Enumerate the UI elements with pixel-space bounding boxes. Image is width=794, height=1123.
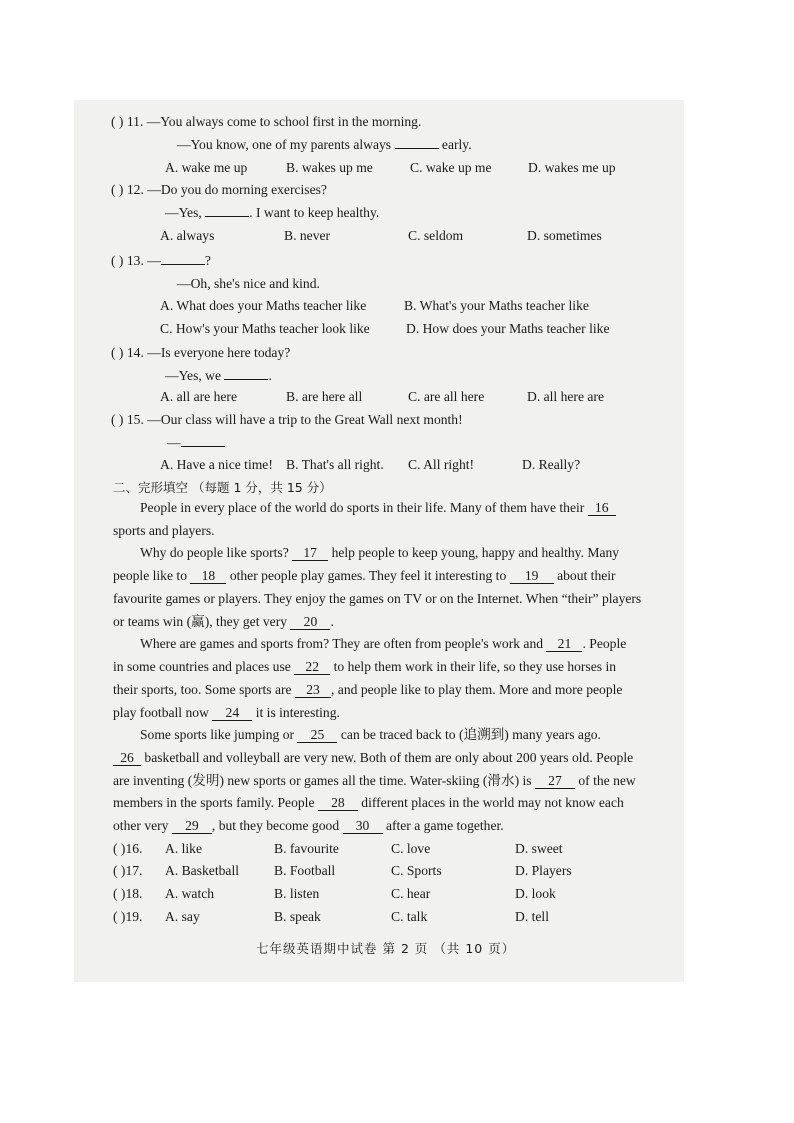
page-footer: 七年级英语期中试卷 第 2 页 （共 10 页） [256,941,516,956]
option-d[interactable]: D. How does your Maths teacher like [406,321,610,336]
passage-line: favourite games or players. They enjoy the games on TV or on the Internet. When “their” players [113,591,642,606]
option-b[interactable]: B. favourite [274,841,339,856]
option-a[interactable]: A. Have a nice time! [160,457,273,472]
option-d[interactable]: D. look [515,886,556,901]
passage-line: or teams win (赢), they get very 20 . [113,614,334,629]
option-b[interactable]: B. That's all right. [286,457,384,472]
option-c[interactable]: C. talk [391,909,428,924]
question-number: ( )17. [113,863,143,878]
question-14-reply: —Yes, we . [165,368,272,383]
option-a[interactable]: A. say [165,909,200,924]
passage-line: Why do people like sports? 17 help people to keep young, happy and healthy. Many [140,545,620,560]
passage-line: are inventing (发明) new sports or games all the time. Water-skiing (滑水) is 27 of the new [113,773,636,788]
option-b[interactable]: B. wakes up me [286,160,373,175]
question-prompt: —Is everyone here today? [147,345,291,360]
option-c[interactable]: C. Sports [391,863,442,878]
passage-line: members in the sports family. People 28 different places in the world may not know each [113,795,624,810]
question-12 [111,181,327,199]
option-c[interactable]: C. hear [391,886,431,901]
option-a[interactable]: A. like [165,841,202,856]
question-number: ( )18. [113,886,143,901]
passage-line: play football now 24 it is interesting. [113,705,340,720]
question-14 [111,344,290,362]
passage-line: in some countries and places use 22 to help them work in their life, so they use horses in [113,659,617,674]
blank-19[interactable]: 19 [510,568,554,584]
blank-29[interactable]: 29 [172,818,212,834]
passage-line: people like to 18 other people play games. They feel it interesting to 19 about their [113,568,616,583]
question-15 [111,411,463,429]
blank-22[interactable]: 22 [294,659,330,675]
question-number: ( ) 12. [111,182,144,197]
option-d[interactable]: D. Really? [522,457,581,472]
option-c[interactable]: C. are all here [408,389,485,404]
answer-blank[interactable] [224,379,268,380]
blank-27[interactable]: 27 [535,773,575,789]
question-number: ( )16. [113,841,143,856]
blank-21[interactable]: 21 [546,636,582,652]
passage-line: Where are games and sports from? They are often from people's work and 21 . People [140,636,627,651]
question-15-reply: — [167,434,225,452]
blank-18[interactable]: 18 [190,568,226,584]
option-c[interactable]: C. seldom [408,228,464,243]
section-heading: 二、完形填空 （每题 1 分，共 15 分） [113,480,332,495]
option-b[interactable]: B. speak [274,909,321,924]
option-b[interactable]: B. listen [274,886,320,901]
option-d[interactable]: D. Players [515,863,572,878]
passage-line: their sports, too. Some sports are 23 , and people like to play them. More and more people [113,682,623,697]
option-a[interactable]: A. all are here [160,389,237,404]
option-a[interactable]: A. wake me up [165,160,248,175]
option-b[interactable]: B. Football [274,863,336,878]
question-number: ( ) 14. [111,345,144,360]
answer-blank[interactable] [395,148,439,149]
option-c[interactable]: C. love [391,841,431,856]
option-a[interactable]: A. watch [165,886,215,901]
question-13-reply: —Oh, she's nice and kind. [177,276,320,291]
blank-16[interactable]: 16 [588,500,616,516]
option-d[interactable]: D. wakes me up [528,160,616,175]
option-d[interactable]: D. tell [515,909,549,924]
passage-line: other very 29 , but they become good 30 after a game together. [113,818,504,833]
passage-line: 26 basketball and volleyball are very new. Both of them are only about 200 years old. People [113,749,633,767]
option-b[interactable]: B. What's your Maths teacher like [404,298,589,313]
answer-blank[interactable] [181,446,225,447]
question-number: ( ) 15. [111,412,144,427]
passage-line: People in every place of the world do sports in their life. Many of them have their 16 [140,499,616,517]
option-a[interactable]: A. always [160,228,215,243]
question-number: ( ) 11. [111,114,144,129]
blank-24[interactable]: 24 [212,705,252,721]
option-d[interactable]: D. all here are [527,389,604,404]
blank-25[interactable]: 25 [297,727,337,743]
question-prompt: —You always come to school first in the morning. [146,114,422,129]
question-number: ( )19. [113,909,143,924]
option-b[interactable]: B. are here all [286,389,363,404]
blank-23[interactable]: 23 [295,682,331,698]
question-11-reply: —You know, one of my parents always early. [177,137,472,152]
blank-28[interactable]: 28 [318,795,358,811]
option-a[interactable]: A. What does your Maths teacher like [160,298,367,313]
option-c[interactable]: C. wake up me [410,160,492,175]
question-number: ( ) 13. [111,253,144,268]
question-13: ( ) 13. — ? [111,253,211,268]
blank-17[interactable]: 17 [292,545,328,561]
answer-blank[interactable] [161,264,205,265]
option-c[interactable]: C. All right! [408,457,475,472]
answer-blank[interactable] [205,216,249,217]
question-12-reply: —Yes, . I want to keep healthy. [165,205,380,220]
blank-30[interactable]: 30 [343,818,383,834]
passage-line: Some sports like jumping or 25 can be traced back to (追溯到) many years ago. [140,727,601,742]
option-d[interactable]: D. sometimes [527,228,602,243]
passage-line: sports and players. [113,523,215,538]
question-prompt: —Our class will have a trip to the Great Wall next month! [147,412,463,427]
option-d[interactable]: D. sweet [515,841,563,856]
option-c[interactable]: C. How's your Maths teacher look like [160,321,370,336]
question-prompt: —Do you do morning exercises? [147,182,327,197]
question-11 [111,113,421,131]
blank-26[interactable]: 26 [113,750,141,766]
option-b[interactable]: B. never [284,228,331,243]
blank-20[interactable]: 20 [290,614,330,630]
option-a[interactable]: A. Basketball [165,863,239,878]
